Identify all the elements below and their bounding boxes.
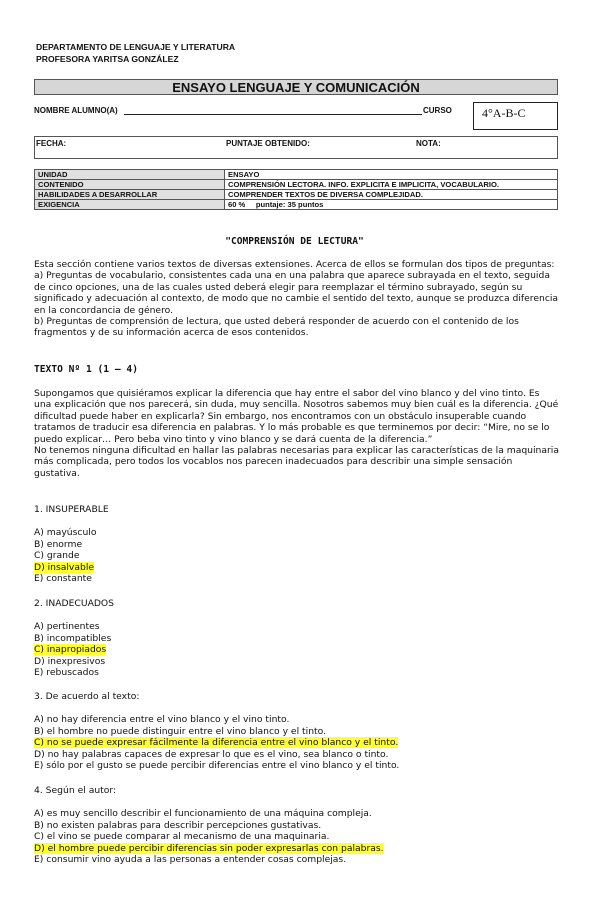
answer-option[interactable] xyxy=(34,621,559,633)
instructions-paragraph: a) Preguntas de vocabulario, consistentes cada una en una palabra que aparece subrayada en el texto, seguida de cinco opciones, una de las cuales usted deberá elegir para reemplazar el término subrayado, según su significado y adecuación al contexto, de modo que no cambie el sentido del texto, aunque se produzca diferencia en la concordancia de género. xyxy=(34,270,559,316)
answer-option[interactable] xyxy=(34,854,559,866)
instructions-paragraph: Esta sección contiene varios textos de diversas extensiones. Acerca de ellos se formulan dos tipos de preguntas: xyxy=(34,259,555,270)
answer-option-text-highlighted: C) inapropiados xyxy=(34,644,107,655)
instructions xyxy=(34,259,559,339)
course-value: 4°A-B-C xyxy=(482,106,526,120)
answer-option[interactable] xyxy=(34,539,559,551)
answer-option-text: B) enorme xyxy=(34,538,83,550)
answer-option[interactable] xyxy=(34,737,559,749)
answer-option[interactable] xyxy=(34,527,559,539)
answer-option[interactable] xyxy=(34,831,559,843)
answer-option-text: D) no hay palabras capaces de expresar lo que es el vino, sea blanco o tinto. xyxy=(34,748,389,760)
reading-passage xyxy=(34,388,559,479)
answer-option-text: A) mayúsculo xyxy=(34,527,97,538)
course-box xyxy=(473,102,558,130)
score-label: PUNTAJE OBTENIDO: xyxy=(226,139,310,148)
answer-option-text: E) constante xyxy=(34,573,92,584)
table-cell-value: COMPRENDER TEXTOS DE DIVERSA COMPLEJIDAD. xyxy=(225,190,558,200)
answer-option[interactable] xyxy=(34,667,559,679)
answer-option[interactable] xyxy=(34,843,559,855)
question-prompt: 4. Según el autor: xyxy=(34,785,117,796)
instructions-paragraph: b) Preguntas de comprensión de lectura, que usted deberá responder de acuerdo con el contenido de los fragmentos y de su información acerca de esos contenidos. xyxy=(34,316,519,339)
answer-option-text: A) pertinentes xyxy=(34,621,100,632)
department-name: DEPARTAMENTO DE LENGUAJE Y LITERATURA xyxy=(36,42,236,52)
table-cell-value: ENSAYO xyxy=(225,170,558,180)
answer-option[interactable] xyxy=(34,562,559,574)
answer-option-text: B) no existen palabras para describir percepciones gustativas. xyxy=(34,819,322,831)
answer-option[interactable] xyxy=(34,644,559,656)
answer-option-text: E) sólo por el gusto se puede percibir diferencias entre el vino blanco y el tinto. xyxy=(34,760,400,771)
question-prompt: 2. INADECUADOS xyxy=(34,598,114,609)
table-cell-label: EXIGENCIA xyxy=(35,200,225,210)
table-cell-label: CONTENIDO xyxy=(35,180,225,190)
answer-option-text: D) inexpresivos xyxy=(34,655,106,667)
answer-option-text: B) incompatibles xyxy=(34,632,112,644)
table-row xyxy=(35,200,558,210)
question-3 xyxy=(34,691,559,772)
table-cell-label: UNIDAD xyxy=(35,170,225,180)
answer-option-text: C) el vino se puede comparar al mecanismo de una maquinaria. xyxy=(34,831,330,842)
table-row xyxy=(35,180,558,190)
question-2 xyxy=(34,598,559,679)
date-label: FECHA: xyxy=(36,139,67,148)
answer-option[interactable] xyxy=(34,633,559,645)
answer-option[interactable] xyxy=(34,550,559,562)
table-row xyxy=(35,170,558,180)
answer-option[interactable] xyxy=(34,573,559,585)
info-table xyxy=(34,169,558,210)
answer-option[interactable] xyxy=(34,749,559,761)
answer-option[interactable] xyxy=(34,726,559,738)
exam-title: ENSAYO LENGUAJE Y COMUNICACIÓN xyxy=(34,79,558,95)
answer-option[interactable] xyxy=(34,656,559,668)
passage-paragraph: No tenemos ninguna dificultad en hallar las palabras necesarias para explicar las características de la maquinaria más complicada, pero todos los vocablos nos parecen inadecuados para describir una simple sensación gustativa. xyxy=(34,445,559,479)
text-title: TEXTO Nº 1 (1 – 4) xyxy=(34,364,138,375)
answer-option[interactable] xyxy=(34,820,559,832)
answer-option-text: A) no hay diferencia entre el vino blanco y el vino tinto. xyxy=(34,714,290,725)
answer-option-text-highlighted: C) no se puede expresar fácilmente la diferencia entre el vino blanco y el tinto. xyxy=(34,737,399,748)
answer-option[interactable] xyxy=(34,760,559,772)
question-prompt: 1. INSUPERABLE xyxy=(34,504,109,515)
name-label: NOMBRE ALUMNO(A) xyxy=(34,106,118,115)
question-1 xyxy=(34,504,559,585)
answer-option-text: E) rebuscados xyxy=(34,667,99,678)
question-4 xyxy=(34,785,559,866)
answer-option-text: C) grande xyxy=(34,550,80,561)
answer-option[interactable] xyxy=(34,714,559,726)
grade-label: NOTA: xyxy=(416,139,441,148)
answer-option-text-highlighted: D) el hombre puede percibir diferencias sin poder expresarlas con palabras. xyxy=(34,842,384,854)
course-label: CURSO xyxy=(423,106,452,115)
answer-option-text: A) es muy sencillo describir el funcionamiento de una máquina compleja. xyxy=(34,808,372,819)
teacher-name: PROFESORA YARITSA GONZÁLEZ xyxy=(36,54,179,64)
table-cell-value: 60 % puntaje: 35 puntos xyxy=(225,200,558,210)
answer-option-text: E) consumir vino ayuda a las personas a entender cosas complejas. xyxy=(34,854,347,865)
table-cell-label: HABILIDADES A DESARROLLAR xyxy=(35,190,225,200)
section-title: "COMPRENSIÓN DE LECTURA" xyxy=(225,236,364,247)
answer-option[interactable] xyxy=(34,808,559,820)
answer-option-text-highlighted: D) insalvable xyxy=(34,561,95,573)
passage-paragraph: Supongamos que quisiéramos explicar la diferencia que hay entre el sabor del vino blanco y del vino tinto. Es una explicación que nos parecerá, sin duda, muy sencilla. Nosotros sabemos muy bien cuál es la diferencia. ¿Qué dificultad puede haber en explicarla? Sin embargo, nos encontramos con un obstáculo insuperable cuando tratamos de traducir esa diferencia en palabras. Y lo más probable es que terminemos por decir: “Mire, no se lo puedo explicar… Pero beba vino tinto y vino blanco y se dará cuenta de la diferencia.” xyxy=(34,388,559,445)
answer-option-text: B) el hombre no puede distinguir entre el vino blanco y el tinto. xyxy=(34,725,327,737)
table-cell-value: COMPRENSIÓN LECTORA. INFO. EXPLICITA E IMPLICITA, VOCABULARIO. xyxy=(225,180,558,190)
name-field-line[interactable] xyxy=(124,114,422,115)
table-row xyxy=(35,190,558,200)
question-prompt: 3. De acuerdo al texto: xyxy=(34,691,140,702)
